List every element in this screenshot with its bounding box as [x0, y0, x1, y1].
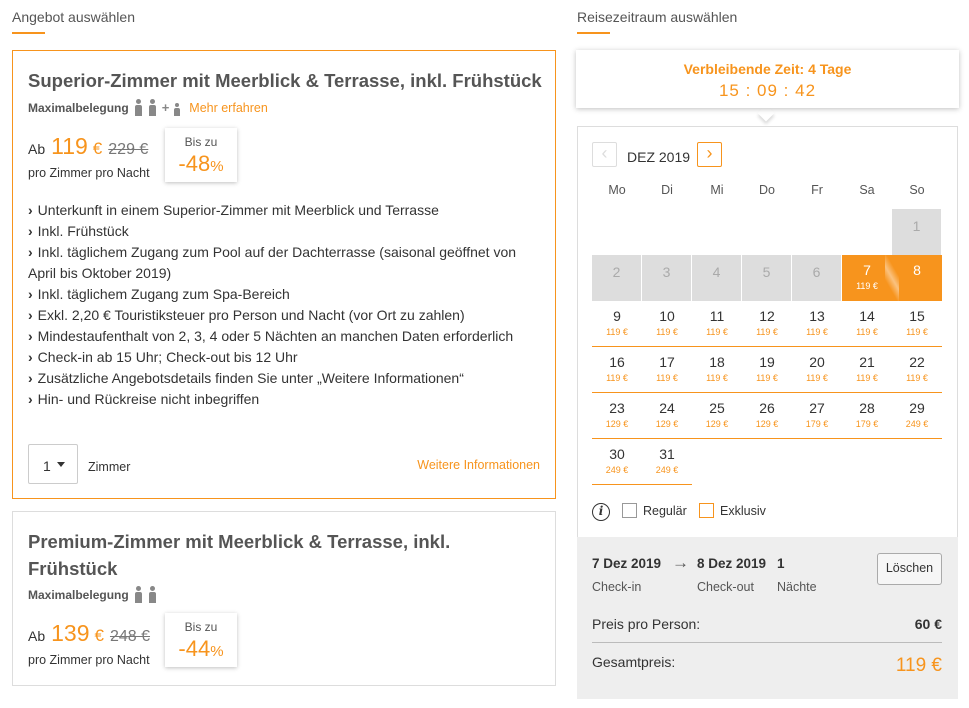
checkout-date: 8 Dez 2019 [697, 556, 767, 571]
calendar-day[interactable] [742, 393, 792, 439]
calendar-day[interactable] [892, 255, 942, 301]
day-number: 13 [809, 308, 825, 324]
day-price: 119 € [856, 281, 878, 291]
plus-icon: + [161, 100, 170, 115]
feature-list [28, 200, 546, 410]
day-price: 119 € [806, 373, 828, 383]
day-price: 129 € [755, 419, 779, 429]
day-price: 249 € [655, 465, 679, 475]
day-price: 129 € [605, 419, 629, 429]
checkin-label: Check-in [592, 580, 642, 594]
max-occupancy-label: Maximalbelegung [28, 587, 129, 602]
clear-button[interactable]: Löschen [877, 553, 942, 585]
nights-label: Nächte [777, 580, 817, 594]
calendar-day [642, 255, 692, 301]
checkbox-regular[interactable] [622, 503, 637, 518]
next-month-button[interactable] [697, 142, 722, 167]
further-info-link[interactable]: Weitere Informationen [417, 458, 540, 472]
weekday-header: Fr [811, 183, 823, 197]
day-number: 26 [759, 400, 775, 416]
day-number: 17 [659, 354, 675, 370]
offer-title: Superior-Zimmer mit Meerblick & Terrasse, inkl. Frühstück [28, 70, 542, 91]
range-connector [885, 255, 899, 301]
day-number: 29 [909, 400, 925, 416]
day-number: 15 [909, 308, 925, 324]
section-underline [12, 32, 45, 34]
price-unit: pro Zimmer pro Nacht [28, 653, 150, 667]
discount-percent: % [210, 643, 224, 660]
day-price: 179 € [855, 419, 879, 429]
checkbox-exclusive[interactable] [699, 503, 714, 518]
day-number: 30 [609, 446, 625, 462]
old-price: 248 € [109, 628, 151, 645]
day-price: 119 € [756, 373, 778, 383]
day-price: 119 € [706, 373, 728, 383]
price-currency: € [92, 139, 103, 158]
discount-value: -44 [178, 636, 211, 661]
arrow-right-icon: → [672, 553, 689, 572]
price-prefix: Ab [28, 628, 46, 644]
day-number: 20 [809, 354, 825, 370]
list-item: › Inkl. Frühstück [28, 221, 546, 242]
day-price: 119 € [906, 327, 928, 337]
info-icon[interactable]: i [592, 503, 610, 521]
discount-badge [165, 613, 237, 667]
calendar-day [792, 255, 842, 301]
day-number: 7 [863, 262, 871, 278]
calendar-day[interactable] [692, 393, 742, 439]
calendar-day[interactable] [792, 393, 842, 439]
calendar-day[interactable] [892, 393, 942, 439]
calendar-day[interactable] [592, 347, 642, 393]
day-number: 19 [759, 354, 775, 370]
day-price: 119 € [756, 327, 778, 337]
total-value: 119 € [895, 655, 942, 676]
day-number: 10 [659, 308, 675, 324]
list-item: › Check-in ab 15 Uhr; Check-out bis 12 Uhr [28, 347, 546, 368]
day-price: 119 € [856, 373, 878, 383]
day-number: 3 [662, 264, 671, 280]
legend-exclusive-label: Exklusiv [720, 503, 766, 518]
checkin-date: 7 Dez 2019 [592, 556, 662, 571]
day-number: 18 [709, 354, 725, 370]
day-price: 119 € [606, 327, 628, 337]
max-occupancy [28, 586, 157, 603]
calendar-day[interactable] [592, 301, 642, 347]
day-price: 129 € [655, 419, 679, 429]
day-number: 11 [709, 308, 725, 324]
weekday-header: Mo [608, 183, 626, 197]
countdown-timer [576, 50, 959, 108]
offer-title-line: Premium-Zimmer mit Meerblick & Terrasse, inkl. [28, 531, 451, 552]
legend-exclusive [699, 503, 766, 518]
calendar-day[interactable] [842, 301, 892, 347]
chevron-left-icon: ‹ [601, 143, 608, 163]
prev-month-button[interactable] [592, 142, 617, 167]
price-value: 139 [51, 620, 90, 646]
weekday-header: Mi [710, 183, 724, 197]
calendar-day[interactable] [842, 393, 892, 439]
discount-percent: % [210, 158, 224, 175]
list-item: › Unterkunft in einem Superior-Zimmer mit Meerblick und Terrasse [28, 200, 546, 221]
calendar-day[interactable] [592, 393, 642, 439]
day-number: 28 [859, 400, 875, 416]
weekday-header: So [909, 183, 925, 197]
offers-section-title: Angebot auswählen [12, 9, 135, 25]
list-item: › Zusätzliche Angebotsdetails finden Sie unter „Weitere Informationen“ [28, 368, 546, 389]
price-line [28, 620, 150, 647]
per-person-label: Preis pro Person: [592, 616, 701, 632]
per-person-value: 60 € [914, 616, 942, 632]
day-price: 249 € [605, 465, 629, 475]
price-currency: € [94, 626, 104, 645]
day-number: 23 [609, 400, 625, 416]
calendar-day[interactable] [892, 301, 942, 347]
divider [592, 642, 942, 643]
offer-card-superior[interactable] [12, 50, 556, 499]
day-price: 249 € [905, 419, 929, 429]
list-item: › Inkl. täglichem Zugang zum Spa-Bereich [28, 284, 546, 305]
legend-regular-label: Regulär [643, 503, 687, 518]
calendar-month: DEZ 2019 [627, 149, 691, 165]
child-icon [174, 103, 181, 116]
day-price: 119 € [906, 373, 928, 383]
list-item: › Exkl. 2,20 € Touristiksteuer pro Person und Nacht (vor Ort zu zahlen) [28, 305, 546, 326]
day-number: 16 [609, 354, 625, 370]
checkout-label: Check-out [697, 580, 754, 594]
day-number: 22 [909, 354, 925, 370]
day-price: 119 € [606, 373, 628, 383]
section-underline [577, 32, 610, 34]
day-number: 27 [809, 400, 825, 416]
max-occupancy [28, 99, 268, 116]
discount-label: Bis zu [184, 135, 218, 149]
calendar-day [692, 255, 742, 301]
timer-label: Verbleibende Zeit: 4 Tage [683, 61, 852, 77]
day-number: 1 [912, 218, 921, 234]
dates-section-title: Reisezeitraum auswählen [577, 9, 738, 25]
day-number: 6 [812, 264, 821, 280]
calendar-day [742, 255, 792, 301]
old-price: 229 € [108, 141, 149, 158]
room-quantity-value: 1 [43, 458, 51, 474]
day-price: 119 € [806, 327, 828, 337]
calendar-day[interactable] [742, 301, 792, 347]
offer-card-premium[interactable] [12, 511, 556, 686]
calendar-day[interactable] [642, 301, 692, 347]
offer-title-line: Frühstück [28, 558, 118, 579]
weekday-header: Do [759, 183, 775, 197]
day-number: 31 [659, 446, 675, 462]
list-item: › Mindestaufenthalt von 2, 3, 4 oder 5 Nächten an manchen Daten erforderlich [28, 326, 546, 347]
calendar-day[interactable] [642, 347, 692, 393]
offer-title [28, 528, 450, 582]
discount-label: Bis zu [184, 620, 218, 634]
calendar-day[interactable] [692, 347, 742, 393]
calendar-day [892, 209, 942, 255]
timer-time: 15 : 09 : 42 [718, 81, 817, 100]
price-line [28, 133, 148, 160]
price-prefix: Ab [28, 141, 46, 157]
calendar-day[interactable] [592, 439, 642, 485]
day-number: 14 [859, 308, 875, 324]
weekday-header: Sa [859, 183, 875, 197]
day-number: 25 [709, 400, 725, 416]
caret-down-icon [57, 462, 65, 467]
more-info-link[interactable]: Mehr erfahren [189, 100, 268, 115]
calendar-day[interactable] [742, 347, 792, 393]
discount-value: -48 [178, 151, 211, 176]
room-quantity-label: Zimmer [88, 460, 131, 474]
day-number: 5 [762, 264, 771, 280]
list-item: › Hin- und Rückreise nicht inbegriffen [28, 389, 546, 410]
adult-icon [148, 586, 157, 603]
adult-icon [134, 586, 143, 603]
day-number: 4 [712, 264, 721, 280]
adult-icon [148, 99, 157, 116]
day-number: 2 [612, 264, 621, 280]
calendar-day[interactable] [642, 439, 692, 485]
price-value: 119 [51, 133, 88, 159]
chevron-right-icon: › [706, 143, 713, 163]
nights-count: 1 [777, 556, 785, 571]
calendar-day[interactable] [642, 393, 692, 439]
total-label: Gesamtpreis: [592, 654, 676, 670]
day-number: 12 [759, 308, 775, 324]
day-number: 8 [913, 262, 921, 278]
calendar-day[interactable] [842, 347, 892, 393]
discount-badge [165, 128, 237, 182]
legend-regular [622, 503, 687, 518]
day-number: 9 [613, 308, 621, 324]
calendar-day[interactable] [792, 347, 842, 393]
day-price: 119 € [856, 327, 878, 337]
day-price: 179 € [805, 419, 829, 429]
day-price: 119 € [656, 327, 678, 337]
room-quantity-select[interactable] [28, 444, 78, 484]
list-item: › Inkl. täglichem Zugang zum Pool auf der Dachterrasse (saisonal geöffnet von April bis Oktober 2019) [28, 242, 546, 284]
adult-icon [134, 99, 143, 116]
calendar-day [592, 255, 642, 301]
day-price: 119 € [656, 373, 678, 383]
day-price: 119 € [706, 327, 728, 337]
day-price: 129 € [705, 419, 729, 429]
calendar-day[interactable] [792, 301, 842, 347]
weekday-header: Di [661, 183, 673, 197]
day-number: 21 [859, 354, 875, 370]
calendar-day[interactable] [692, 301, 742, 347]
calendar-day[interactable] [892, 347, 942, 393]
day-number: 24 [659, 400, 675, 416]
price-unit: pro Zimmer pro Nacht [28, 166, 150, 180]
max-occupancy-label: Maximalbelegung [28, 100, 129, 115]
